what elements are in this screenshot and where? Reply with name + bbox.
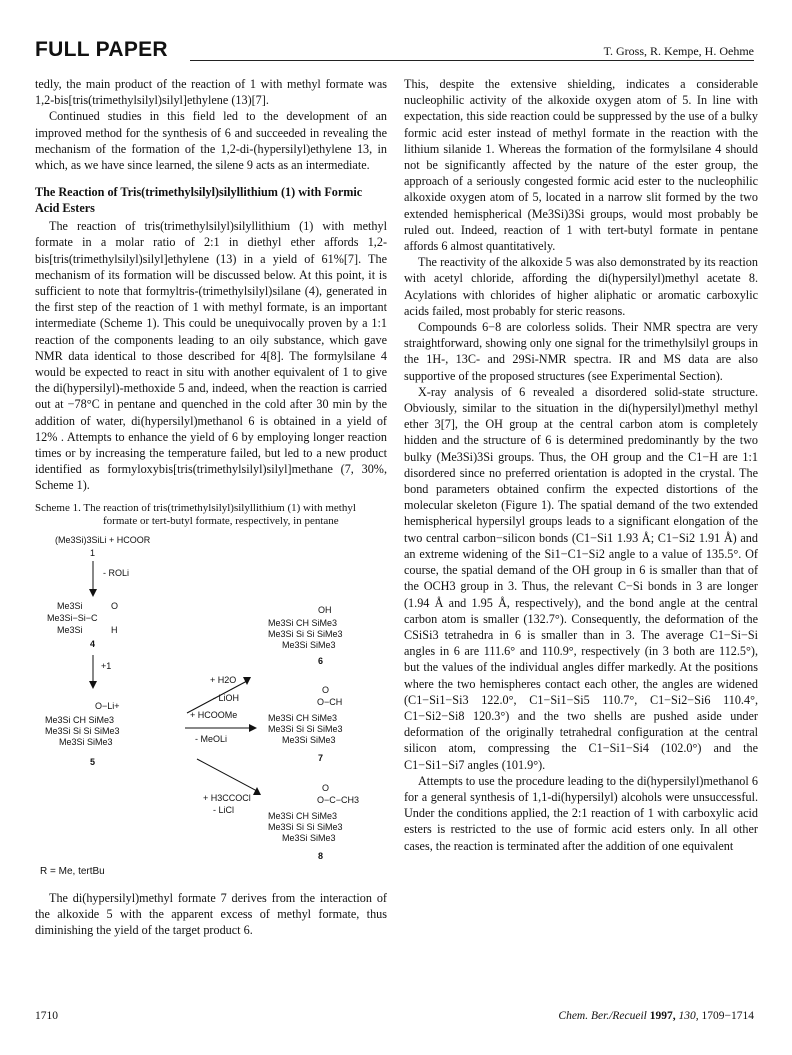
journal-name: Chem. Ber./Recueil	[558, 1010, 647, 1022]
scheme-byproduct: - ROLi	[103, 567, 130, 578]
scheme-byproduct: - LiCl	[213, 804, 235, 815]
scheme-byproduct: - MeOLi	[195, 733, 228, 744]
scheme-text: O−CH	[317, 696, 343, 707]
scheme-text: Me3Si−Si−C	[47, 612, 98, 623]
paragraph: X-ray analysis of 6 revealed a disordered solid-state structure. Obviously, similar to the situation in the di(hypersilyl)methyl methyl ether 3[7], the OH group at the central carbon atom is completely hidden and the structure of 6 is determined predominantly by the two bulky (Me3Si)3Si groups. Thus, the OH group and the C1−H are 1:1 disordered since no preferred orientation is adopted in the crystal. The bond parameters obtained confirm the expected distortions of the molecular skeleton (Figure 1). The spatial demand of the two extended hemispherical hypersilyl groups leads to a significant elongation of the two central carbon−silicon bonds (C1−Si1 1.93 Å; C1−Si2 1.91 Å) and an extreme widening of the Si1−C1−Si2 angle to a value of 135.5°. Of course, the spatial demand of the OH group in 6 is smaller than that of the OCH3 group in 3. Thus, the relevant C−Si bonds in 3 are longer (1.94 Å and 1.95 Å, respectively), and the bond angle at the central carbon atom is smaller (132.7°). Consequently, the deformation of the CSiSi3 tetrahedra in 6 is smaller than in 3. The average C1−Si−Si angles in 6 are 111.6° and 110.9°, respectively (in 3 both are 112.5°), but the values of the individual angles differ markedly. At the positions where the two hemispheres contact each other, the angles are widened (C1−Si1−Si3 122.0°, C1−Si1−Si5 110.7°, C1−Si2−Si6 110.4°, C1−Si2−Si8 120.3°) and the two shells are pushed aside under deformation of the originally tetrahedral configuration at the central silicon atom, compressing the C1−Si1−Si4 (102.0°) and the C1−Si1−Si7 angles (101.9°).	[404, 384, 758, 772]
paragraph: This, despite the extensive shielding, indicates a considerable nucleophilic activity of the alkoxide oxygen atom of 5. In line with expectation, this side reaction could be suppressed by the use of a bulky formic acid ester instead of methyl formate in the reaction with the lithium silanide 1. Whereas the formation of the formylsilane 4 should not be significantly affected by the nature of the ester group, the approach of a seriously congested formic acid ester to the nucleophilic alkoxide oxygen atom of 5, located in a narrow slit formed by the two extended hemispherical (Me3Si)3Si groups, would most probably be ruled out. Indeed, reaction of 1 with tert-butyl formate in pentane affords 6 almost quantitatively.	[404, 77, 758, 254]
scheme-footnote: R = Me, tertBu	[40, 865, 105, 877]
scheme-text: Me3Si SiMe3	[282, 639, 336, 650]
scheme-compound-number: 8	[318, 850, 324, 861]
scheme-compound-number: 1	[90, 547, 96, 558]
scheme-reagent: + HCOOMe	[190, 709, 238, 720]
scheme-text: Me3Si CH SiMe3	[268, 712, 338, 723]
scheme-text: Me3Si	[57, 600, 83, 611]
scheme-text: O	[322, 782, 330, 793]
section-heading: The Reaction of Tris(trimethylsilyl)silyllithium (1) with Formic Acid Esters	[35, 185, 363, 215]
paragraph: Continued studies in this field led to the development of an improved method for the synthesis of 6 and succeeded in revealing the mechanism of the formation of the 1,2-di-(hypersilyl)ethylene 13, in which, as we have since learned, the silene 9 acts as an intermediate.	[35, 109, 387, 173]
arrow-down-icon	[87, 561, 99, 597]
scheme-reagent: + H2O	[210, 674, 237, 685]
header-title: FULL PAPER	[35, 38, 168, 61]
scheme-reactants: (Me3Si)3SiLi + HCOOR	[55, 534, 151, 545]
journal-volume: 130,	[678, 1010, 699, 1022]
scheme-text: Me3Si Si Si SiMe3	[268, 628, 343, 639]
scheme-text: Me3Si CH SiMe3	[268, 810, 338, 821]
arrow-right-icon	[185, 723, 257, 733]
scheme-byproduct: - LiOH	[213, 692, 240, 703]
scheme-reagent: + H3CCOCl	[203, 792, 251, 803]
scheme-text: O−C−CH3	[317, 794, 360, 805]
page-number: 1710	[35, 1010, 58, 1022]
paragraph: The reaction of tris(trimethylsilyl)silyllithium (1) with methyl formate in a molar ratio of 2:1 in diethyl ether affords 1,2-bis[tris(trimethylsilyl)silyl]ethylene (13) in a yield of 61%[7]. The mechanism of its formation will be discussed below. At this point, it is sufficient to note that formyltris-(trimethylsilyl)silane (4), generated in the first step of the reaction of 1 with methyl formate, is an important intermediate (Scheme 1). This could be unequivocally proven by a 1:1 reaction of the components leading to an oily substance, which gave NMR data identical to those described for 4[8]. The formylsilane 4 would be expected to react in situ with another equivalent of 1 to give the di(hypersilyl)-methoxide 5 and, indeed, when the reaction is carried out at −78°C in pentane and quenched in the cold after 30 min by the addition of water, di(hypersilyl)methanol 6 is obtained in a yield of 12% . Attempts to enhance the yield of 6 by employing longer reaction times or by increasing the temperature failed, but led to a new product identified as formyloxybis[tris(trimethylsilyl)silyl]methane (7, 30%, Scheme 1).	[35, 219, 387, 493]
paragraph: The reactivity of the alkoxide 5 was also demonstrated by its reaction with acetyl chloride, affording the di(hypersilyl)methyl acetate 8. Acylations with chlorides of higher aliphatic or aromatic carboxylic acids failed, most probably for steric reasons.	[404, 255, 758, 318]
scheme-text: OH	[318, 604, 332, 615]
scheme-compound-number: 7	[318, 752, 324, 763]
header-authors: T. Gross, R. Kempe, H. Oehme	[603, 44, 754, 58]
paragraph: Attempts to use the procedure leading to the di(hypersilyl)methanol 6 for a general synthesis of 1,1-di(hypersilyl) alcohols were unsuccessful. Under the conditions applied, the 2:1 reaction of 1 with carboxylic acid esters is restricted to the use of formic acid esters only. In all other cases, the reaction is terminated after the addition of one equivalent	[404, 773, 758, 853]
paragraph: The di(hypersilyl)methyl formate 7 derives from the interaction of the alkoxide 5 with the apparent excess of methyl formate, thus diminishing the yield of the target product 6.	[35, 890, 387, 938]
arrow-down-right-icon	[195, 757, 265, 797]
scheme-compound-number: 6	[318, 655, 324, 666]
scheme-text: Me3Si	[57, 624, 83, 635]
journal-year: 1997,	[649, 1010, 676, 1022]
header-rule	[190, 60, 754, 61]
paragraph: tedly, the main product of the reaction of 1 with methyl formate was 1,2-bis[tris(trimethylsilyl)silyl]ethylene (13)[7].	[35, 77, 387, 108]
scheme-text: Me3Si Si Si SiMe3	[268, 723, 343, 734]
scheme-text: Me3Si CH SiMe3	[45, 714, 115, 725]
left-column	[35, 76, 387, 938]
scheme-text: Me3Si CH SiMe3	[268, 617, 338, 628]
scheme-compound-number: 5	[90, 756, 96, 767]
scheme-text: Me3Si Si Si SiMe3	[268, 821, 343, 832]
arrow-down-icon	[87, 655, 99, 689]
right-column	[404, 76, 758, 854]
scheme-reagent: +1	[101, 660, 112, 671]
scheme-text: O−Li+	[95, 700, 120, 711]
scheme-text: Me3Si SiMe3	[59, 736, 113, 747]
scheme-text: Me3Si Si Si SiMe3	[45, 725, 120, 736]
scheme-text: H	[111, 624, 118, 635]
scheme-caption: Scheme 1. The reaction of tris(trimethylsilyl)silyllithium (1) with methyl formate or tert-butyl formate, respectively, in pentane	[35, 501, 356, 528]
reaction-scheme	[35, 535, 387, 890]
journal-pages: 1709−1714	[701, 1010, 754, 1022]
scheme-text: Me3Si SiMe3	[282, 734, 336, 745]
scheme-text: O	[111, 600, 119, 611]
paragraph: Compounds 6−8 are colorless solids. Their NMR spectra are very straightforward, showing only one signal for the trimethylsilyl groups in the 1H-, 13C- and 29Si-NMR spectra. IR and MS data are also supportive of the proposed structures (see Experimental Section).	[404, 320, 758, 383]
scheme-compound-number: 4	[90, 638, 96, 649]
scheme-text: Me3Si SiMe3	[282, 832, 336, 843]
scheme-text: O	[322, 684, 330, 695]
journal-citation	[558, 1010, 754, 1022]
